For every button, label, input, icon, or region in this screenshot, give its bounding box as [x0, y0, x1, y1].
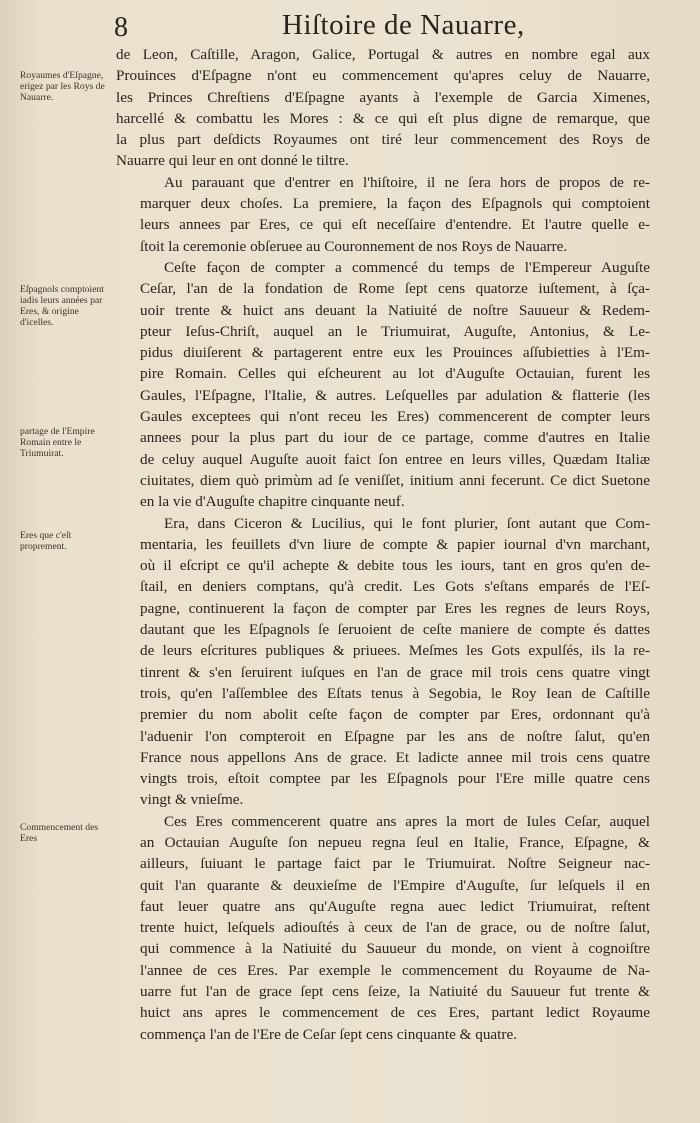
paragraph — [116, 513, 650, 811]
text-line: Nauarre qui leur en ont donné le tiltre. — [116, 152, 349, 170]
text-line: l'annee de ces Eres. Par exemple le commencement du Royaume de Na- — [140, 961, 650, 979]
page-number: 8 — [114, 12, 128, 43]
text-line: uarre fut l'an de grace ſept cens ſeize, la Natiuité du Sauueur fut trente & — [140, 983, 650, 1001]
text-line: Au parauant que d'entrer en l'hiſtoire, il ne ſera hors de propos de re- — [164, 173, 650, 191]
text-line: pidus diuiſerent & partagerent entre eux les Prouinces aſſubietties à l'Em- — [140, 344, 650, 362]
text-line: France nous appellons Ans de grace. Et ladicte annee mil trois cens quatre — [140, 748, 650, 766]
text-line: harcellé & combattu les Mores : & ce qui eſt plus digne de remarque, que — [116, 109, 650, 127]
text-line: l'aduenir l'on compteroit en Eſpagne par les ans de noſtre ſalut, qu'en — [140, 727, 650, 745]
text-line: an Octauian Auguſte ſon nepueu regna ſeul en Italie, France, Eſpagne, & — [140, 833, 650, 851]
body-text — [116, 44, 650, 1045]
text-line: les Princes Chreſtiens d'Eſpagne ayants à l'exemple de Garcia Ximenes, — [116, 88, 650, 106]
text-line: Prouinces d'Eſpagne n'ont eu commencement qu'apres celuy de Nauarre, — [116, 67, 650, 85]
text-line: ciuitates, diem quò primùm ad ſe veniſſet, initium anni fecerunt. Ce dict Suetone — [140, 471, 650, 489]
text-line: trente huict, leſquels adiouſtés à ceux de l'an de grace, ou de noſtre ſalut, — [140, 919, 650, 937]
text-line: premier du nom abolit ceſte façon de compter par Eres, ordonnant qu'à — [140, 706, 650, 724]
text-line: mentaria, les feuillets d'vn liure de compte & papier iournal d'vn marchant, — [140, 535, 650, 553]
text-line: tinrent & s'en ſeruirent iuſques en l'an de grace mil trois cens quatre vingt — [140, 663, 650, 681]
text-line: Ces Eres commencerent quatre ans apres la mort de Iules Ceſar, auquel — [164, 812, 650, 830]
text-line: ſtail, en deniers comptans, qu'à credit. Les Gots s'eſtans emparés de l'Eſ- — [140, 578, 650, 596]
text-line: faut leuer quatre ans qu'Auguſte regna auec ledict Triumuirat, reſtent — [140, 897, 650, 915]
text-line: la plus part deſdicts Royaumes ont tiré leur commencement des Roys de — [116, 131, 650, 149]
text-line: Ceſar, l'an de la fondation de Rome ſept cens quatorze iuſtement, à ſça- — [140, 280, 650, 298]
text-line: vingt & vnieſme. — [140, 791, 244, 809]
paragraph — [116, 172, 650, 257]
text-line: ſtoit la ceremonie obſeruee au Couronnement de nos Roys de Nauarre. — [140, 237, 568, 255]
text-line: trois, qu'en l'aſſemblee des Eſtats tenus à Segobia, le Roy Iean de Caſtille — [140, 684, 650, 702]
margin-note: Royaumes d'Eſpagne, erigez par les Roys de Nauarre. — [20, 70, 105, 103]
text-line: vingts trois, eſtoit comptee par les Eſpagnols pour l'Ere mille quatre cens — [140, 770, 650, 788]
text-line: Gaules exceptees qui n'ont receu les Eres) commencerent de compter leurs — [140, 408, 650, 426]
paragraph — [116, 257, 650, 513]
running-title: Hiſtoire de Nauarre, — [282, 9, 525, 41]
margin-note: Eres que c'eſt proprement. — [20, 530, 72, 552]
text-line: qui commence à la Natiuité du Sauueur du monde, on vient à cognoiſtre — [140, 940, 650, 958]
text-line: commença l'an de l'Ere de Ceſar ſept cens cinquante & quatre. — [140, 1025, 517, 1043]
text-line: pagne, continuerent la façon de compter par Eres les regnes de leurs Roys, — [140, 599, 650, 617]
text-line: leurs annees par Eres, ce qui eſt neceſſaire d'entendre. Et l'autre quelle e- — [140, 216, 650, 234]
margin-note: partage de l'Empire Romain entre le Triumuirat. — [20, 426, 95, 459]
text-line: de celuy auquel Auguſte auoit faict ſon entree en leurs villes, Quædam Italiæ — [140, 450, 650, 468]
text-line: de Leon, Caſtille, Aragon, Galice, Portugal & autres en nombre egal aux — [116, 46, 650, 63]
margin-note: Eſpagnols comptoient iadis leurs années par Eres, & origine d'icelles. — [20, 284, 104, 328]
text-line: dautant que les Eſpagnols ſe ſeruoient de ceſte maniere de compte és dattes — [140, 621, 650, 639]
text-line: pire Romain. Celles qui eſcheurent au lot d'Auguſte Octauian, furent les — [140, 365, 650, 383]
text-line: Era, dans Ciceron & Lucilius, qui le font plurier, ſont autant que Com- — [164, 514, 650, 532]
text-line: Gaules, l'Eſpagne, l'Italie, & autres. Leſquelles par adulation & flatterie (les — [140, 386, 650, 404]
text-line: annees pour la plus part du iour de ce partage, comme d'autres en Italie — [140, 429, 650, 447]
text-line: où il eſcript ce qu'il achepte & debite tous les iours, tant en gros qu'en de- — [140, 557, 650, 575]
text-line: Ceſte façon de compter a commencé du temps de l'Empereur Auguſte — [164, 258, 650, 276]
text-line: pteur Ieſus-Chriſt, auquel an le Triumuirat, Auguſte, Antonius, & Le- — [140, 322, 650, 340]
margin-note: Commencement des Eres — [20, 822, 99, 844]
text-line: marquer deux choſes. La premiere, la façon des Eſpagnols qui comptoient — [140, 195, 650, 213]
text-line: de leurs eſcritures publiques & priuees. Meſmes les Gots expulſés, ils la re- — [140, 642, 650, 660]
text-line: quit l'an quarante & deuxieſme de l'Empire d'Auguſte, ſur leſquels il en — [140, 876, 650, 894]
text-line: uoir trente & huict ans deuant la Natiuité de noſtre Sauueur & Redem- — [140, 301, 650, 319]
paragraph — [116, 44, 650, 172]
text-line: en la vie d'Auguſte chapitre cinquante neuf. — [140, 493, 405, 511]
paragraph — [116, 811, 650, 1045]
text-line: huict ans apres le commencement de ces Eres, partant ledict Royaume — [140, 1004, 650, 1022]
text-line: ailleurs, ſuiuant le partage faict par le Triumuirat. Noſtre Seigneur nac- — [140, 855, 650, 873]
